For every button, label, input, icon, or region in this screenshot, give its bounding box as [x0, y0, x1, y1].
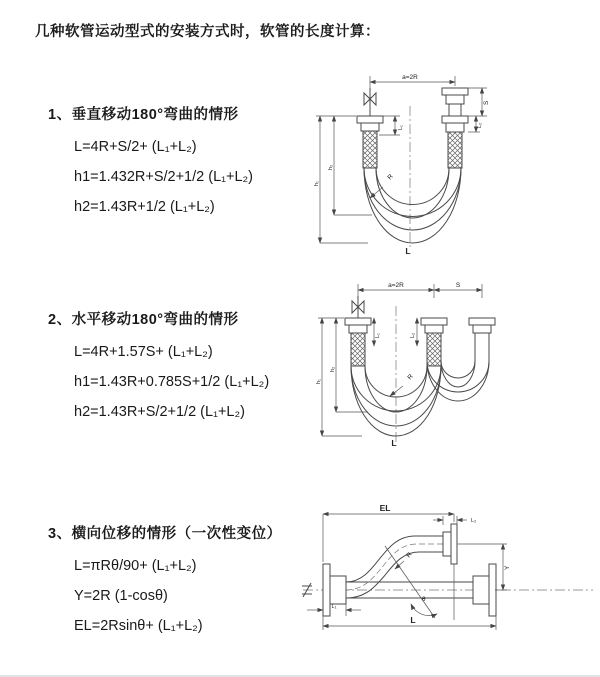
lateral-displacement-diagram — [295, 498, 600, 653]
dim-label-offset: Y — [504, 565, 511, 570]
section-3 — [48, 522, 282, 641]
horizontal-180-bend-diagram — [310, 276, 595, 456]
dim-label-stroke: S — [483, 100, 490, 105]
dim-label-left-fitting: L₁ — [398, 125, 404, 130]
dim-label-h1: h₁ — [314, 181, 320, 186]
valve-icon — [352, 296, 364, 318]
hose-u-bend — [364, 168, 461, 243]
page-title: 几种软管运动型式的安装方式时，软管的长度计算： — [35, 24, 380, 40]
dim-label-radius: R — [405, 551, 414, 560]
dimension-extended-length — [323, 503, 454, 562]
radius-leader — [395, 551, 414, 569]
section-2-formulas — [74, 337, 269, 427]
hose-braid — [363, 131, 377, 168]
dim-label-right-fitting: L₂ — [477, 122, 483, 128]
dim-label-width: a=2R — [388, 282, 404, 289]
left-fitting — [345, 318, 371, 366]
section-1-heading: 1、垂直移动180°弯曲的情形 — [48, 107, 239, 123]
dim-label-width: a=2R — [402, 74, 418, 81]
dim-label-length: L — [391, 438, 397, 448]
dim-label-stroke: S — [455, 282, 461, 289]
dimension-length — [323, 615, 496, 630]
dim-label-radius: R — [386, 173, 395, 182]
dim-label-right-fitting: L₂ — [471, 518, 477, 524]
formula-line: h2=1.43R+1/2 (L₁+L₂) — [74, 199, 215, 215]
section-2 — [48, 308, 269, 427]
formula-line: L=4R+S/2+ (L₁+L₂) — [74, 139, 197, 155]
dimension-width — [358, 282, 482, 298]
dim-label-el: EL — [379, 503, 391, 513]
dimension-left-fitting — [374, 318, 381, 346]
section-3-formulas — [74, 551, 282, 641]
right-fitting — [473, 564, 496, 616]
hose-braid — [427, 333, 441, 366]
hose-braid — [448, 132, 462, 168]
formula-line: h1=1.432R+S/2+1/2 (L₁+L₂) — [74, 169, 254, 185]
dim-label-length: L — [410, 615, 416, 625]
middle-fitting — [421, 318, 447, 366]
dimension-mid-fitting — [410, 318, 417, 346]
dimension-stroke — [468, 88, 490, 116]
hose-displaced-position — [346, 536, 443, 598]
right-fitting — [469, 318, 495, 361]
radius-leader — [370, 173, 395, 198]
section-1 — [48, 103, 253, 222]
formula-line: Y=2R (1-cosθ) — [74, 588, 168, 604]
dim-label-h1: h₁ — [316, 379, 322, 384]
formula-line: h2=1.43R+S/2+1/2 (L₁+L₂) — [74, 404, 245, 420]
vertical-180-bend-diagram — [310, 68, 595, 263]
dimension-right-fitting — [468, 116, 483, 132]
hose-braid — [351, 333, 365, 366]
formula-line: EL=2Rsinθ+ (L₁+L₂) — [74, 618, 203, 634]
formula-line: h1=1.43R+0.785S+1/2 (L₁+L₂) — [74, 374, 270, 390]
section-2-heading: 2、水平移动180°弯曲的情形 — [48, 312, 239, 328]
section-3-heading: 3、横向位移的情形（一次性变位） — [48, 526, 282, 542]
dim-label-angle: θ — [422, 596, 426, 603]
hose-u-bend-shifted — [427, 361, 489, 401]
left-fitting — [357, 116, 383, 168]
dim-label-left-fitting: L₁ — [375, 333, 381, 338]
dim-label-radius: R — [406, 373, 415, 382]
dim-label-h2: h₂ — [330, 366, 336, 372]
dimension-left-fitting — [307, 604, 361, 616]
right-fitting — [442, 88, 468, 168]
dim-label-mid-fitting: L₂ — [410, 332, 416, 338]
dim-label-h2: h₂ — [328, 164, 334, 170]
dim-label-left-fitting: L₁ — [331, 604, 337, 610]
dim-label-length: L — [405, 246, 411, 256]
formula-line: L=4R+1.57S+ (L₁+L₂) — [74, 344, 213, 360]
formula-line: L=πRθ/90+ (L₁+L₂) — [74, 558, 197, 574]
section-1-formulas — [74, 132, 253, 222]
valve-icon — [364, 88, 376, 116]
upper-fitting — [443, 524, 457, 620]
